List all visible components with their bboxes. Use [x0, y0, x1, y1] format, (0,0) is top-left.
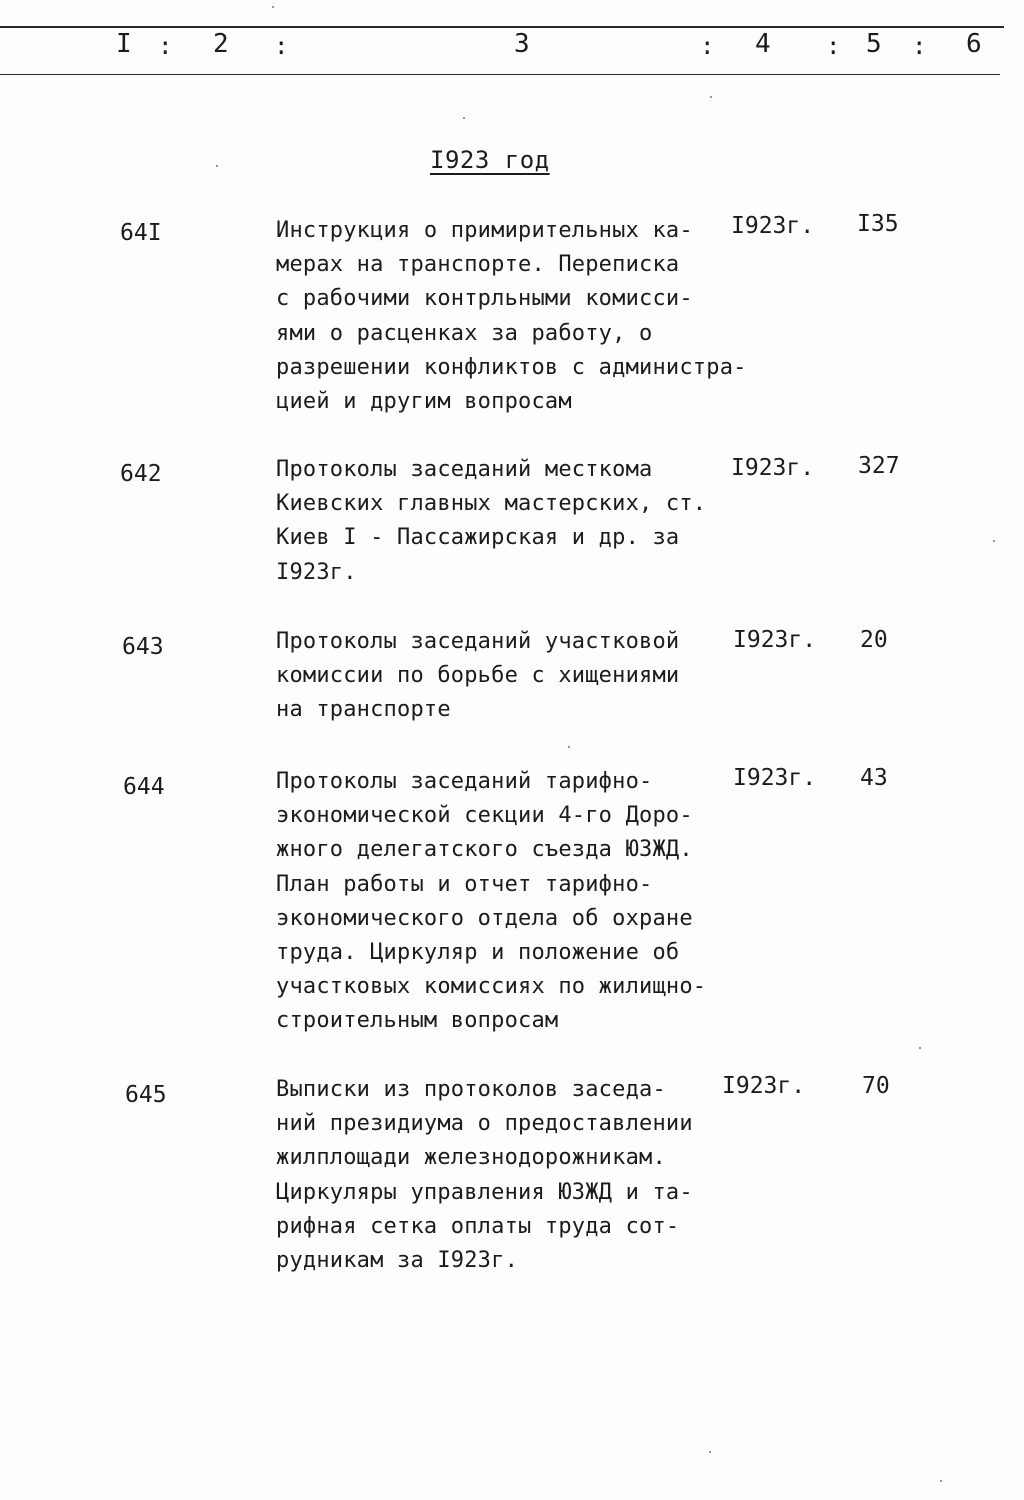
- description-line: строительным вопросам: [276, 1008, 559, 1034]
- description-line: Выписки из протоколов заседа-: [276, 1077, 666, 1102]
- entry-date: I923г.: [733, 627, 817, 653]
- description-line: с рабочими контрльными комисси-: [276, 286, 693, 312]
- description-line: комиссии по борьбе с хищениями: [276, 663, 680, 689]
- column-separator: :: [700, 32, 715, 60]
- scan-speck: [919, 1047, 921, 1049]
- column-header-1: I: [116, 29, 133, 59]
- scan-speck: [568, 746, 570, 748]
- description-line: ями о расценках за работу, о: [276, 320, 653, 346]
- entry-date: I923г.: [733, 765, 817, 791]
- entry-sheet-count: 70: [862, 1073, 890, 1099]
- entry-date: I923г.: [731, 455, 815, 481]
- description-line: жного делегатского съезда ЮЗЖД.: [276, 837, 693, 863]
- header-top-rule: [0, 26, 1004, 28]
- column-header-3: 3: [514, 29, 531, 59]
- column-header-4: 4: [755, 29, 772, 59]
- description-line: экономического отдела об охране: [276, 905, 693, 931]
- description-line: на транспорте: [276, 697, 451, 723]
- column-separator: :: [912, 32, 927, 60]
- description-line: Циркуляры управления ЮЗЖД и та-: [276, 1179, 693, 1205]
- column-header-5: 5: [866, 29, 883, 59]
- scan-speck: [710, 96, 712, 98]
- scan-speck: [993, 540, 995, 542]
- entry-sheet-count: 327: [858, 453, 900, 479]
- description-line: Протоколы заседаний участковой: [276, 629, 680, 654]
- column-separator: :: [274, 32, 289, 60]
- header-bottom-rule: [0, 74, 1000, 75]
- description-line: жилплощади железнодорожникам.: [276, 1145, 666, 1171]
- description-line: мерах на транспорте. Переписка: [276, 252, 680, 278]
- entry-description: [276, 453, 706, 590]
- entry-number: 644: [123, 774, 165, 800]
- description-line: рудникам за I923г.: [276, 1248, 519, 1274]
- scan-speck: [272, 6, 274, 8]
- scan-speck: [463, 117, 465, 119]
- description-line: Киевских главных мастерских, ст.: [276, 491, 707, 517]
- description-line: экономической секции 4-го Доро-: [276, 803, 693, 829]
- column-header-6: 6: [966, 29, 983, 59]
- column-separator: :: [158, 32, 173, 60]
- entry-description: [276, 625, 679, 728]
- entry-description: [276, 765, 706, 1039]
- description-line: Протоколы заседаний тарифно-: [276, 769, 653, 794]
- scan-speck: [216, 165, 218, 167]
- entry-sheet-count: 20: [860, 627, 888, 653]
- entry-date: I923г.: [731, 213, 815, 239]
- description-line: Инструкция о примирительных ка-: [276, 218, 693, 243]
- entry-number: 64I: [120, 220, 162, 246]
- description-line: рифная сетка оплаты труда сот-: [276, 1213, 680, 1239]
- column-separator: :: [826, 32, 841, 60]
- description-line: участковых комиссиях по жилищно-: [276, 974, 707, 1000]
- entry-number: 645: [125, 1082, 167, 1108]
- entry-sheet-count: 43: [860, 765, 888, 791]
- description-line: План работы и отчет тарифно-: [276, 871, 653, 897]
- column-header-2: 2: [213, 29, 230, 59]
- entry-number: 643: [122, 634, 164, 660]
- entry-sheet-count: I35: [857, 211, 899, 237]
- description-line: Киев I - Пассажирская и др. за: [276, 525, 680, 551]
- description-line: разрешении конфликтов с администра-: [276, 354, 747, 380]
- entry-description: [276, 214, 747, 419]
- description-line: Протоколы заседаний месткома: [276, 457, 653, 482]
- scan-speck: [940, 1480, 942, 1482]
- description-line: ний президиума о предоставлении: [276, 1111, 693, 1137]
- scan-speck: [709, 1451, 711, 1453]
- description-line: цией и другим вопросам: [276, 389, 572, 415]
- description-line: труда. Циркуляр и положение об: [276, 940, 680, 966]
- entry-number: 642: [120, 461, 162, 487]
- entry-date: I923г.: [722, 1073, 806, 1099]
- description-line: I923г.: [276, 559, 357, 585]
- entry-description: [276, 1073, 693, 1278]
- section-title: I923 год: [430, 146, 550, 174]
